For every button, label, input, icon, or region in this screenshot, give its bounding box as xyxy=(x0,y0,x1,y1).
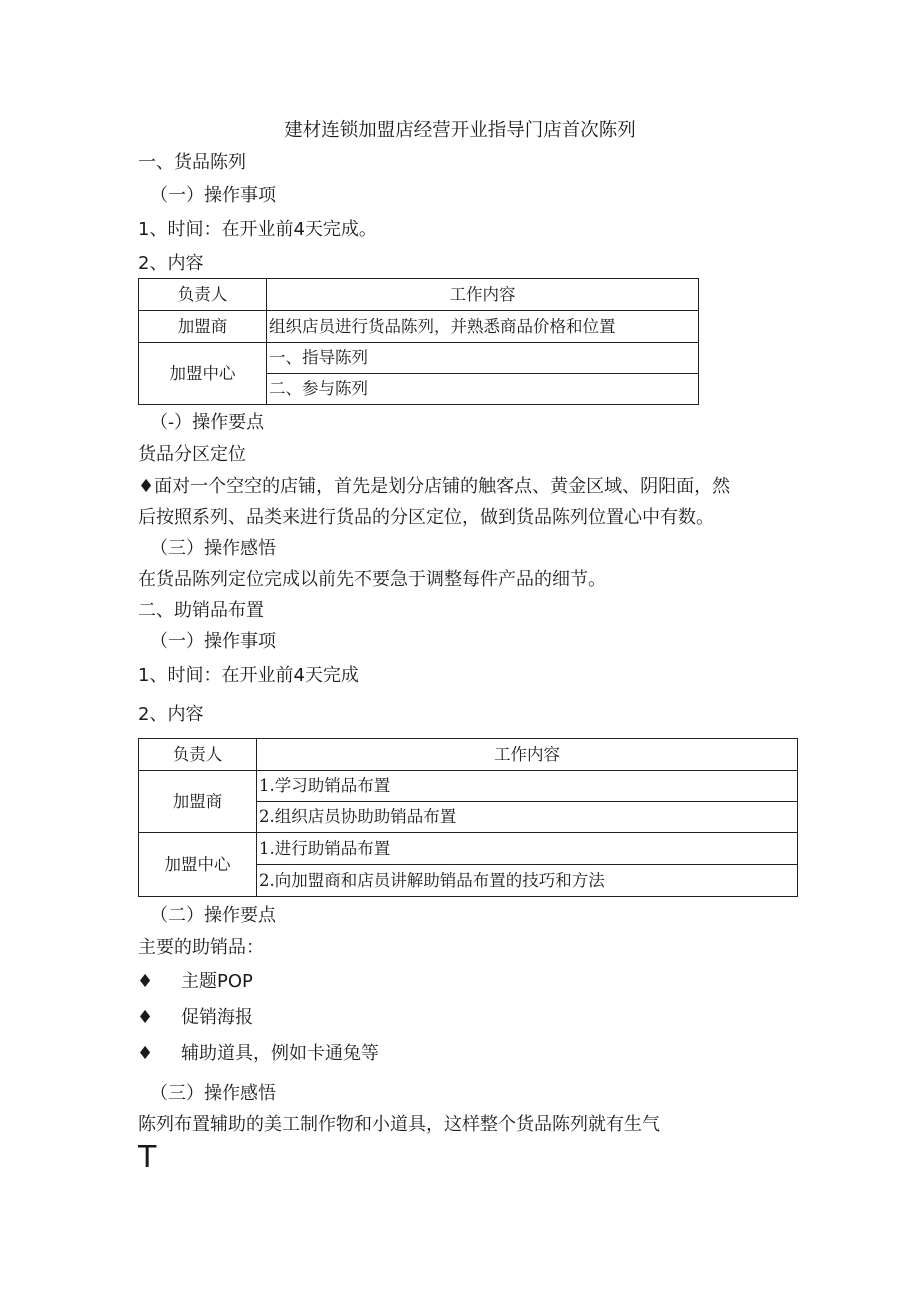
list-item: 促销海报 xyxy=(181,1007,253,1028)
zone-paragraph-line-2: 后按照系列、品类来进行货品的分区定位，做到货品陈列位置心中有数。 xyxy=(138,507,714,528)
list-item: 辅助道具，例如卡通兔等 xyxy=(181,1043,379,1064)
section-1-heading: 一、货品陈列 xyxy=(138,152,246,173)
document-title: 建材连锁加盟店经营开业指导门店首次陈列 xyxy=(284,120,636,141)
section-2-table xyxy=(138,738,798,897)
zone-paragraph-line-1: ♦面对一个空空的店铺，首先是划分店铺的触客点、黄金区域、阴阳面，然 xyxy=(138,476,731,497)
table-header-work: 工作内容 xyxy=(267,279,699,311)
section-1-table xyxy=(138,278,699,405)
section-1-subheading-points: （-）操作要点 xyxy=(150,412,265,433)
table-row xyxy=(139,343,699,374)
section-2-time: 1、时间：在开业前4天完成 xyxy=(138,665,359,686)
section-2-heading: 二、助销品布置 xyxy=(138,600,264,621)
table-header-work: 工作内容 xyxy=(257,739,798,771)
section-1-insight: 在货品陈列定位完成以前先不要急于调整每件产品的细节。 xyxy=(138,569,606,590)
section-1-subheading-insight: （三）操作感悟 xyxy=(150,538,276,559)
work-cell: 1.学习助销品布置 xyxy=(257,771,798,802)
bullet-icon: ♦ xyxy=(137,1043,154,1064)
table-row xyxy=(139,833,798,865)
work-cell: 2.向加盟商和店员讲解助销品布置的技巧和方法 xyxy=(257,865,798,897)
work-cell: 一、指导陈列 xyxy=(267,343,699,374)
section-2-subheading-points: （二）操作要点 xyxy=(150,905,276,926)
bullet-icon: ♦ xyxy=(137,971,154,992)
zone-heading: 货品分区定位 xyxy=(138,444,246,465)
work-cell: 二、参与陈列 xyxy=(267,374,699,405)
section-2-subheading-matters: （一）操作事项 xyxy=(150,631,276,652)
owner-cell: 加盟中心 xyxy=(139,343,267,405)
owner-cell: 加盟商 xyxy=(139,771,257,833)
table-row xyxy=(139,311,699,343)
main-promo-items-label: 主要的助销品： xyxy=(138,937,264,958)
table-header-owner: 负责人 xyxy=(139,739,257,771)
owner-cell: 加盟商 xyxy=(139,311,267,343)
section-1-time: 1、时间：在开业前4天完成。 xyxy=(138,219,377,240)
work-cell: 2.组织店员协助助销品布置 xyxy=(257,802,798,833)
work-cell: 1.进行助销品布置 xyxy=(257,833,798,865)
section-2-content-label: 2、内容 xyxy=(138,704,204,725)
owner-cell: 加盟中心 xyxy=(139,833,257,897)
list-item: 主题POP xyxy=(181,971,253,992)
section-2-subheading-insight: （三）操作感悟 xyxy=(150,1083,276,1104)
section-2-insight: 陈列布置辅助的美工制作物和小道具，这样整个货品陈列就有生气 xyxy=(138,1114,660,1135)
table-row xyxy=(139,771,798,802)
work-cell: 组织店员进行货品陈列，并熟悉商品价格和位置 xyxy=(267,311,699,343)
section-1-subheading-matters: （一）操作事项 xyxy=(150,185,276,206)
section-1-content-label: 2、内容 xyxy=(138,253,204,274)
bullet-icon: ♦ xyxy=(137,1007,154,1028)
trailing-character: T xyxy=(138,1140,157,1175)
table-header-owner: 负责人 xyxy=(139,279,267,311)
